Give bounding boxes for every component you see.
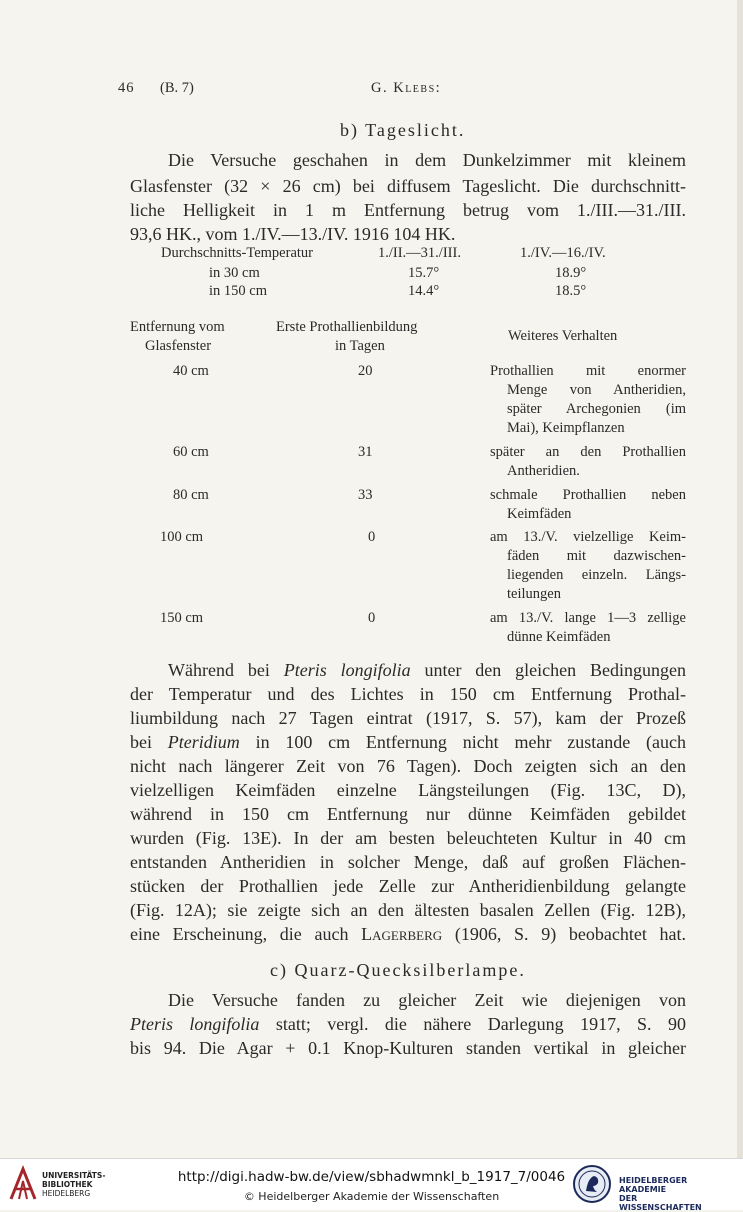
row-distance: 150 cm <box>160 610 204 626</box>
row-days: 0 <box>368 529 376 545</box>
para2-line: Während bei Pteris longifolia unter den gleichen Bedingungen <box>168 660 686 680</box>
row-behaviour-line: liegenden einzeln. Längs- <box>507 567 686 583</box>
row-behaviour-line: Keimfäden <box>507 506 572 522</box>
temp-table-cell: 18.5° <box>555 283 587 299</box>
para2-line: stücken der Prothallien jede Zelle zur Antheridienbildung gelangte <box>130 876 686 896</box>
academy-seal-icon <box>572 1164 612 1204</box>
temp-table-header-col1: 1./II.—31./III. <box>378 245 461 261</box>
row-behaviour-line: teilungen <box>507 586 561 602</box>
row-days: 20 <box>358 363 373 379</box>
viewer-footer <box>0 1158 743 1210</box>
temp-table-cell: 14.4° <box>408 283 440 299</box>
row-behaviour-line: Mai), Keimpflanzen <box>507 420 625 436</box>
temp-table-row-label: in 30 cm <box>209 265 260 281</box>
para2-line: liumbildung nach 27 Tagen eintrat (1917, S. 57), kam der Prozeß <box>130 708 686 728</box>
col-header-further: Weiteres Verhalten <box>508 328 618 344</box>
para2-line: vielzelligen Keimfäden einzelne Längsteilungen (Fig. 13C, D), <box>130 780 686 800</box>
temp-table-header-label: Durchschnitts-Temperatur <box>161 245 313 261</box>
para2-line: entstanden Antheridien in solcher Menge, daß auf großen Flächen- <box>130 852 686 872</box>
temp-table-cell: 15.7° <box>408 265 440 281</box>
para1-line: Die Versuche geschahen in dem Dunkelzimmer mit kleinem <box>168 150 686 170</box>
page-number: 46 <box>118 80 135 96</box>
row-distance: 40 cm <box>173 363 209 379</box>
para3-line: Die Versuche fanden zu gleicher Zeit wie diejenigen von <box>168 990 686 1010</box>
row-days: 31 <box>358 444 373 460</box>
row-days: 33 <box>358 487 373 503</box>
para3-line: Pteris longifolia statt; vergl. die nähere Darlegung 1917, S. 90 <box>130 1014 686 1034</box>
para2-line: während in 150 cm Entfernung nur dünne Keimfäden gebildet <box>130 804 686 824</box>
para2-line: nicht nach längerer Zeit von 76 Tagen). Doch zeigten sich an den <box>130 756 686 776</box>
row-behaviour-line: später an den Prothallien <box>490 444 686 460</box>
permalink-url[interactable]: http://digi.hadw-bw.de/view/sbhadwmnkl_b_1917_7/0046 <box>177 1169 566 1185</box>
page-edge <box>737 0 743 1158</box>
row-distance: 100 cm <box>160 529 204 545</box>
academy-logo[interactable] <box>572 1164 702 1212</box>
section-c-heading: c) Quarz-Quecksilberlampe. <box>270 960 526 980</box>
temp-table-cell: 18.9° <box>555 265 587 281</box>
para2-line: der Temperatur und des Lichtes in 150 cm Entfernung Prothal- <box>130 684 686 704</box>
row-behaviour-line: am 13./V. vielzellige Keim- <box>490 529 686 545</box>
temp-table-header-col2: 1./IV.—16./IV. <box>520 245 606 261</box>
row-behaviour-line: Menge von Antheridien, <box>507 382 686 398</box>
row-behaviour-line: schmale Prothallien neben <box>490 487 686 503</box>
row-behaviour-line: Antheridien. <box>507 463 580 479</box>
row-distance: 60 cm <box>173 444 209 460</box>
row-behaviour-line: dünne Keimfäden <box>507 629 611 645</box>
library-logo-text: UNIVERSITÄTS- BIBLIOTHEK HEIDELBERG <box>42 1171 106 1198</box>
para1-line: liche Helligkeit in 1 m Entfernung betrug vom 1./III.—31./III. <box>130 200 686 220</box>
row-days: 0 <box>368 610 376 626</box>
col-header-distance: Entfernung vom <box>130 319 225 335</box>
row-behaviour-line: fäden mit dazwischen- <box>507 548 686 564</box>
copyright-notice: © Heidelberger Akademie der Wissenschaften <box>243 1190 500 1203</box>
row-distance: 80 cm <box>173 487 209 503</box>
para2-line: (Fig. 12A); sie zeigte sich an den ältesten basalen Zellen (Fig. 12B), <box>130 900 686 920</box>
col-header-first: Erste Prothallienbildung <box>276 319 418 335</box>
para2-line: eine Erscheinung, die auch Lagerberg (1906, S. 9) beobachtet hat. <box>130 924 687 944</box>
para2-line: bei Pteridium in 100 cm Entfernung nicht mehr zustande (auch <box>130 732 686 752</box>
para2-line: wurden (Fig. 13E). In der am besten beleuchteten Kultur in 40 cm <box>130 828 686 848</box>
temp-table-row-label: in 150 cm <box>209 283 267 299</box>
para3-line: bis 94. Die Agar + 0.1 Knop-Kulturen standen vertikal in gleicher <box>130 1038 686 1058</box>
row-behaviour-line: Prothallien mit enormer <box>490 363 686 379</box>
running-author: G. Klebs: <box>371 80 442 96</box>
row-behaviour-line: am 13./V. lange 1—3 zellige <box>490 610 686 626</box>
volume-ref: (B. 7) <box>160 80 194 96</box>
col-header-first: in Tagen <box>335 338 385 354</box>
col-header-distance: Glasfenster <box>145 338 212 354</box>
academy-logo-text: HEIDELBERGER AKADEMIE DER WISSENSCHAFTEN <box>619 1176 702 1212</box>
row-behaviour-line: später Archegonien (im <box>507 401 686 417</box>
para1-line: Glasfenster (32 × 26 cm) bei diffusem Tageslicht. Die durchschnitt- <box>130 176 686 196</box>
section-b-heading: b) Tageslicht. <box>340 120 466 140</box>
para1-line: 93,6 HK., vom 1./IV.—13./IV. 1916 104 HK. <box>130 224 456 244</box>
